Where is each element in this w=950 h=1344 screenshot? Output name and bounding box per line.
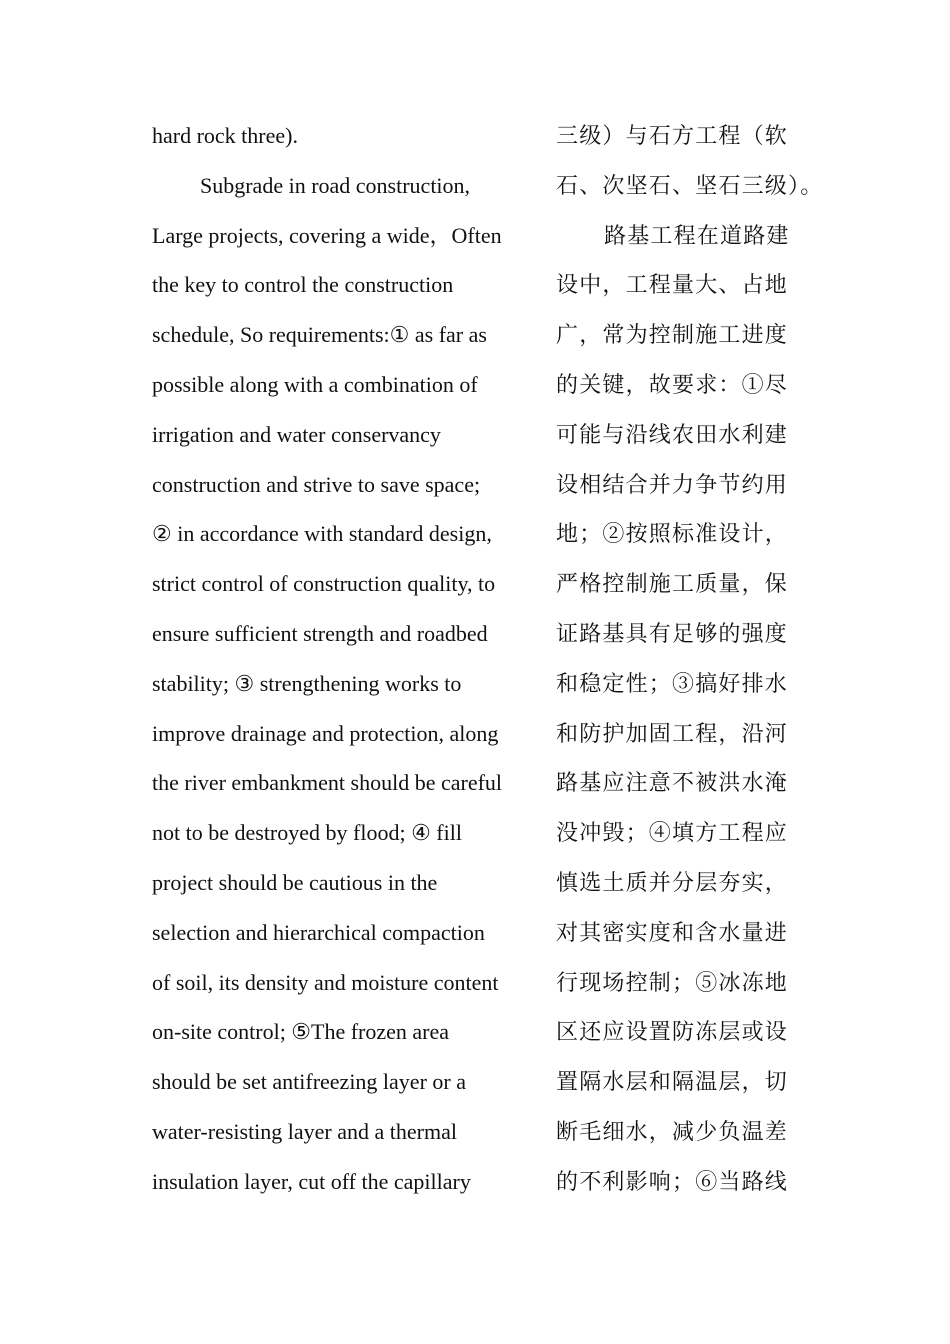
- chinese-text-line: 石、次坚石、坚石三级）。: [556, 172, 824, 198]
- english-text-line: water-resisting layer and a thermal: [152, 1118, 457, 1144]
- english-text-line: should be set antifreezing layer or a: [152, 1069, 466, 1095]
- english-text-line: schedule, So requirements:① as far as: [152, 322, 487, 348]
- chinese-text-line: 路基应注意不被洪水淹: [556, 770, 789, 796]
- english-text-line: selection and hierarchical compaction: [152, 919, 485, 945]
- chinese-text-line: 的不利影响；⑥当路线: [556, 1168, 789, 1194]
- english-text-line: the river embankment should be careful: [152, 770, 503, 796]
- chinese-text-line: 设相结合并力争节约用: [556, 471, 789, 497]
- english-text-line: possible along with a combination of: [152, 371, 478, 397]
- chinese-text-line: 三级）与石方工程（软: [556, 123, 789, 148]
- english-text-line: stability; ③ strengthening works to: [152, 670, 462, 696]
- chinese-text-line: 和稳定性；③搞好排水: [556, 670, 789, 696]
- english-text-line: hard rock three).: [152, 123, 298, 148]
- chinese-text-line: 严格控制施工质量，保: [556, 571, 789, 597]
- english-text-line: on-site control; ⑤The frozen area: [152, 1019, 450, 1045]
- chinese-column: [556, 111, 824, 1207]
- english-text-line: project should be cautious in the: [152, 869, 438, 895]
- chinese-text-line: 没冲毁；④填方工程应: [556, 820, 789, 846]
- english-text-line: irrigation and water conservancy: [152, 421, 441, 447]
- english-text-line: Large projects, covering a wide，Often: [152, 222, 502, 248]
- chinese-text-line: 慎选土质并分层夯实，: [556, 869, 789, 895]
- chinese-text-line: 地；②按照标准设计，: [556, 521, 789, 547]
- chinese-text-line: 证路基具有足够的强度: [556, 620, 789, 646]
- english-text-line: strict control of construction quality, to: [152, 571, 496, 597]
- english-text-line: ensure sufficient strength and roadbed: [152, 620, 488, 646]
- chinese-text-line: 可能与沿线农田水利建: [556, 421, 789, 447]
- chinese-text-line: 断毛细水，减少负温差: [556, 1118, 789, 1144]
- english-text-line: insulation layer, cut off the capillary: [152, 1168, 471, 1194]
- english-text-line: not to be destroyed by flood; ④ fill: [152, 820, 462, 846]
- english-text-line: Subgrade in road construction,: [200, 172, 471, 198]
- chinese-text-line: 的关键，故要求：①尽: [556, 371, 789, 397]
- english-text-line: construction and strive to save space;: [152, 471, 481, 497]
- chinese-text-line: 对其密实度和含水量进: [556, 919, 789, 945]
- english-text-line: the key to control the construction: [152, 272, 454, 298]
- chinese-text-line: 行现场控制；⑤冰冻地: [556, 969, 789, 995]
- chinese-text-line: 设中，工程量大、占地: [556, 272, 789, 298]
- english-column: [152, 111, 542, 1207]
- chinese-text-line: 路基工程在道路建: [604, 222, 790, 248]
- english-text-line: of soil, its density and moisture content: [152, 969, 499, 995]
- chinese-text-line: 和防护加固工程，沿河: [556, 720, 789, 746]
- english-text-line: improve drainage and protection, along: [152, 720, 499, 746]
- english-text-line: ② in accordance with standard design,: [152, 521, 492, 547]
- chinese-text-line: 广，常为控制施工进度: [556, 322, 789, 348]
- chinese-text-line: 区还应设置防冻层或设: [556, 1019, 789, 1045]
- chinese-text-line: 置隔水层和隔温层，切: [556, 1069, 789, 1095]
